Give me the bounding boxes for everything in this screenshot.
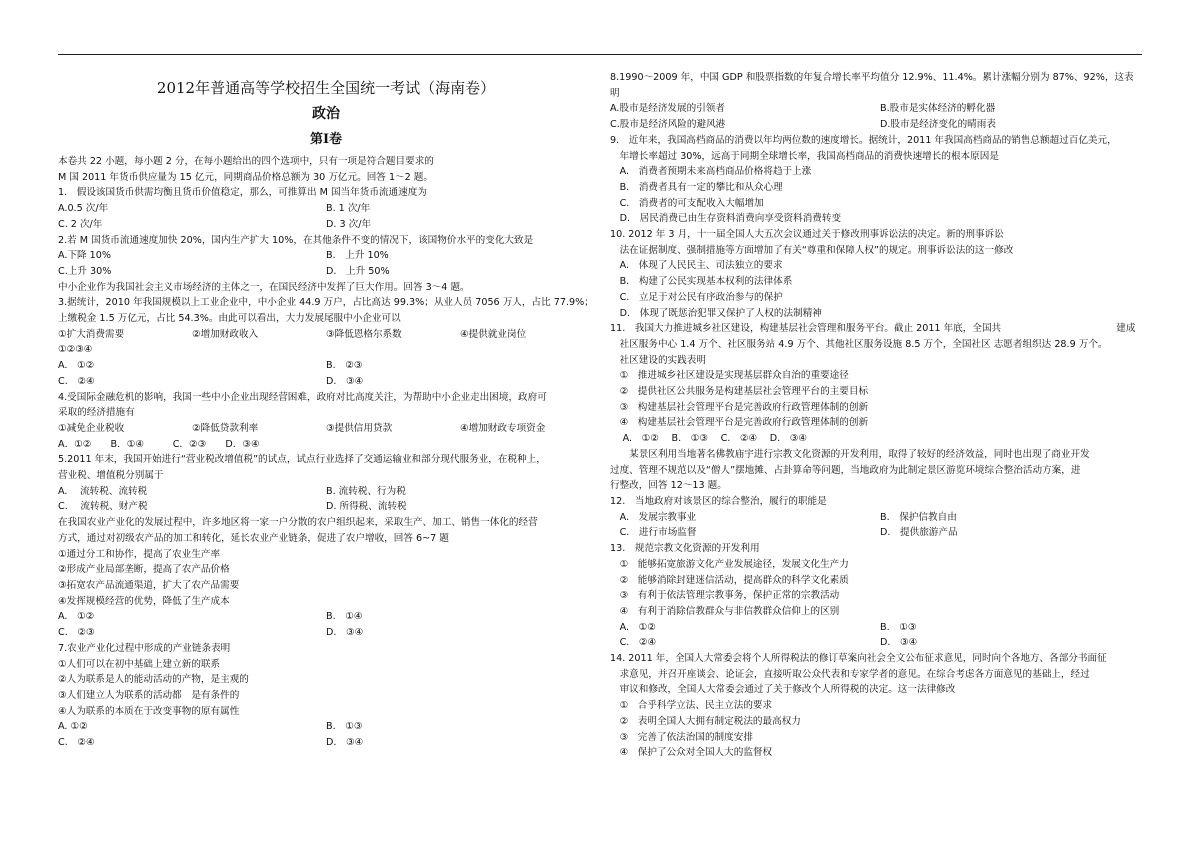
text-line: ④ 构建基层社会管理平台是完善政府行政管理体制的创新	[610, 417, 869, 429]
option-row	[610, 117, 1150, 133]
text-line: 社区服务中心 1.4 万个、社区服务站 4.9 万个、其他社区服务设施 8.5 万个，全国社区 志愿者组织达 28.9 万个。	[610, 338, 1108, 350]
option-text: D. 提供旅游产品	[880, 527, 958, 539]
exam-title: 2012年普通高等学校招生全国统一考试（海南卷）	[156, 79, 496, 97]
text-line: B. 构建了公民实现基本权利的法律体系	[610, 276, 793, 288]
text-line: 1. 假设该国货币供需均衡且货币价值稳定，那么，可推算出 M 国当年货币流通速度为	[58, 187, 427, 199]
option-row	[58, 625, 594, 641]
option-text: ④增加财政专项资金	[460, 422, 546, 434]
text-line: 社区建设的实践表明	[610, 354, 706, 366]
option-text: B.股市是实体经济的孵化器	[880, 103, 996, 115]
text-line: 本卷共 22 小题，每小题 2 分，在每小题给出的四个选项中，只有一项是符合题目要求的	[58, 156, 434, 167]
text-line: ③人们建立人为联系的活动都 是有条件的	[58, 689, 240, 701]
right-column	[610, 70, 1150, 761]
option-row	[610, 525, 1150, 541]
option-text: C.上升 30%	[58, 265, 112, 277]
option-row	[58, 264, 594, 280]
text-line: 年增长率超过 30%，远高于同期全球增长率，我国高档商品的消费快速增长的根本原因是	[610, 150, 999, 162]
text-line: ②人为联系是人的能动活动的产物，是主观的	[58, 674, 249, 686]
text-line: ② 表明全国人大拥有制定税法的最高权力	[610, 715, 801, 727]
text-line: 2.若 M 国货币流通速度加快 20%，国内生产扩大 10%，在其他条件不变的情况下，该国物价水平的变化大致是	[58, 234, 534, 246]
option-row	[58, 735, 594, 751]
option-text: C. ②④	[58, 737, 95, 749]
option-text: D. 3 次/年	[326, 218, 372, 230]
option-row	[58, 327, 594, 343]
option-row	[58, 609, 594, 625]
option-row	[58, 421, 594, 437]
text-line: ④发挥规模经营的优势，降低了生产成本	[58, 595, 230, 607]
option-row	[58, 217, 594, 233]
option-text: A.股市是经济发展的引领者	[610, 103, 725, 115]
option-text: A.下降 10%	[58, 250, 112, 262]
option-text: C. 流转税、财产税	[58, 501, 148, 513]
option-text: A. ①②	[58, 721, 88, 733]
text-line: ①②③④	[58, 344, 93, 356]
text-line: ④ 保护了公众对全国人大的监督权	[610, 747, 773, 759]
text-line: ③ 完善了依法治国的制度安排	[610, 731, 753, 743]
text-line: 14. 2011 年，全国人大常委会将个人所得税法的修订草案向社会全文公布征求意见，同时向个各地方、各部分书面征	[610, 653, 1107, 665]
text-line: ①通过分工和协作，提高了农业生产率	[58, 548, 221, 560]
option-text: C. 进行市场监督	[610, 527, 697, 539]
text-line: 7.农业产业化过程中形成的产业链条表明	[58, 642, 231, 654]
text-line: 8.1990～2009 年，中国 GDP 和股票指数的年复合增长率平均值分 12.9%、11.4%。累计涨幅分别为 87%、92%，这表	[610, 72, 1134, 83]
text-line: ①人们可以在初中基础上建立新的联系	[58, 658, 221, 670]
option-text: C. ②④	[58, 375, 95, 387]
text-line: M 国 2011 年货币供应量为 15 亿元，同期商品价格总额为 30 万亿元。回答 1～2 题。	[58, 171, 433, 183]
text-line: ③拓宽农产品流通渠道，扩大了农产品需要	[58, 579, 240, 591]
option-text: ①减免企业税收	[58, 422, 125, 434]
text-line: C. 立足于对公民有序政治参与的保护	[610, 291, 783, 303]
option-row	[58, 201, 594, 217]
text-line: ③ 有利于依法管理宗教事务，保护正常的宗教活动	[610, 590, 840, 602]
left-question-list	[58, 154, 594, 751]
text-line: 在我国农业产业化的发展过程中，许多地区将一家一户分散的农户组织起来，采取生产、加工、销售一体化的经营	[58, 517, 538, 529]
option-text: B. 流转税、行为税	[326, 485, 406, 497]
option-text: D. ③④	[326, 375, 364, 387]
part-title: 第Ⅰ卷	[309, 132, 343, 147]
option-text: B. 保护信教自由	[880, 511, 957, 523]
text-line: 10. 2012 年 3 月，十一届全国人大五次会议通过关于修改刑事诉讼法的决定。新的刑事诉讼	[610, 229, 1004, 241]
text-line: ②形成产业局部垄断，提高了农产品价格	[58, 564, 230, 576]
option-row	[610, 620, 1150, 636]
option-text: D. 所得税、流转税	[326, 501, 407, 513]
text-line: 求意见，并召开座谈会、论证会，直接听取公众代表和专家学者的意见。在综合考虑各方面意见的基础上，经过	[610, 668, 1090, 680]
option-row	[610, 101, 1150, 117]
option-row	[610, 510, 1150, 526]
option-text: D. ③④	[880, 637, 918, 649]
text-line: 法在证据制度、强制措施等方面增加了有关“尊重和保障人权”的规定。刑事诉讼法的这一修改	[610, 244, 1014, 256]
option-text: D. ③④	[326, 627, 364, 639]
option-text: C. ②④	[610, 637, 657, 649]
text-line: B. 消费者具有一定的攀比和从众心理	[610, 181, 783, 193]
text-line: A. ①② B. ①③ C. ②④ D. ③④	[610, 433, 808, 445]
left-column	[58, 70, 594, 751]
option-row	[58, 719, 594, 735]
option-text: A. ①②	[610, 621, 656, 633]
subject-title: 政治	[312, 106, 340, 122]
option-text: A. ①②	[58, 360, 95, 372]
option-text: C. ②③	[58, 627, 95, 639]
option-text: C.股市是经济风险的避风港	[610, 119, 726, 131]
text-line: A．①② B．①④ C．②③ D．③④	[58, 438, 260, 450]
text-line: ② 提供社区公共服务是构建基层社会管理平台的主要目标	[610, 386, 869, 398]
text-line: 11. 我国大力推进城乡社区建设，构建基层社会管理和服务平台。截止 2011 年底，全国共 建成	[610, 323, 1136, 335]
option-text: B. ①③	[880, 621, 917, 633]
text-line: 9. 近年来，我国高档商品的消费以年均两位数的速度增长。据统计，2011 年我国高档商品的销售总额超过百亿美元，	[610, 134, 1117, 146]
option-text: ②降低贷款利率	[192, 422, 259, 434]
option-text: A.0.5 次/年	[58, 203, 109, 215]
text-line: ① 推进城乡社区建设是实现基层群众自治的重要途径	[610, 370, 849, 382]
option-text: B. ①④	[326, 611, 363, 623]
text-line: ④ 有利于消除信教群众与非信教群众信仰上的区别	[610, 605, 840, 617]
option-row	[58, 248, 594, 264]
option-text: B. 1 次/年	[326, 203, 371, 215]
option-text: C. 2 次/年	[58, 218, 103, 230]
text-line: 营业税、增值税分别属于	[58, 470, 164, 482]
text-line: 过度、管理不规范以及“僧人”摆地摊、占卦算命等问题，当地政府为此制定景区游览环境综合整治活动方案，进	[610, 464, 1081, 476]
text-line: 中小企业作为我国社会主义市场经济的主体之一，在国民经济中发挥了巨大作用。回答 3～4 题。	[58, 281, 470, 293]
text-line: D. 居民消费已由生存资料消费向享受资料消费转变	[610, 213, 842, 225]
text-line: ① 能够拓宽旅游文化产业发展途径，发展文化生产力	[610, 558, 849, 570]
text-line: A. 体现了人民民主、司法独立的要求	[610, 260, 783, 272]
option-text: D. 上升 50%	[326, 265, 390, 277]
text-line: 明	[610, 87, 620, 99]
option-text: ③降低恩格尔系数	[326, 328, 402, 340]
option-row	[610, 635, 1150, 651]
header-rule	[58, 54, 1142, 55]
option-text: ①扩大消费需要	[58, 328, 125, 340]
option-text: A. ①②	[58, 611, 95, 623]
text-line: C. 消费者的可支配收入大幅增加	[610, 197, 764, 209]
text-line: 上缴税金 1.5 万亿元，占比 54.3%。由此可以看出，大力发展尾服中小企业可以	[58, 313, 401, 325]
option-text: D. ③④	[326, 737, 364, 749]
text-line: 行整改，回答 12～13 题。	[610, 480, 727, 492]
option-row	[58, 499, 594, 515]
option-row	[58, 358, 594, 374]
text-line: A. 消费者预期未来高档商品价格将趋于上涨	[610, 166, 812, 178]
text-line: ① 合乎科学立法、民主立法的要求	[610, 700, 773, 712]
text-line: 5.2011 年末，我国开始进行“营业税改增值税”的试点，试点行业选择了交通运输业和部分现代服务业，在税种上，	[58, 454, 546, 466]
text-line: ② 能够消除封建迷信活动，提高群众的科学文化素质	[610, 574, 849, 586]
text-line: 13. 规范宗教文化资源的开发利用	[610, 543, 760, 555]
option-text: B. ②③	[326, 360, 363, 372]
text-line: 3.据统计，2010 年我国规模以上工业企业中，中小企业 44.9 万户，占比高达 99.3%；从业人员 7056 万人，占比 77.9%；	[58, 297, 594, 309]
text-line: 12. 当地政府对该景区的综合整治，履行的职能是	[610, 495, 827, 507]
option-text: B. 上升 10%	[326, 250, 389, 262]
option-text: B. ①③	[326, 721, 363, 733]
text-line: ④人为联系的本质在于改变事物的原有属性	[58, 705, 240, 717]
text-line: 4.受国际金融危机的影响，我国一些中小企业出现经营困难，政府对比高度关注，为帮助中小企业走出困境，政府可	[58, 391, 547, 403]
text-line: D. 体现了既惩治犯罪又保护了人权的法制精神	[610, 307, 822, 319]
option-text: A. 发展宗教事业	[610, 511, 697, 523]
option-text: ③提供信用贷款	[326, 422, 393, 434]
option-row	[58, 484, 594, 500]
text-line: 方式，通过对初级农产品的加工和转化，延长农业产业链条，促进了农户增收，回答 6~7 题	[58, 532, 449, 544]
option-text: A. 流转税、流转税	[58, 485, 148, 497]
right-question-list	[610, 70, 1150, 761]
text-line: 某景区利用当地著名佛教庙宇进行宗教文化资源的开发利用，取得了较好的经济效益，同时也出现了商业开发	[610, 448, 1090, 460]
option-text: ②增加财政收入	[192, 328, 259, 340]
option-text: ④提供就业岗位	[460, 328, 527, 340]
text-line: 采取的经济措施有	[58, 407, 135, 419]
option-row	[58, 374, 594, 390]
text-line: 审议和修改，全国人大常委会通过了关于修改个人所得税的决定。这一法律修改	[610, 684, 956, 696]
option-text: D.股市是经济变化的晴雨表	[880, 119, 996, 131]
text-line: ③ 构建基层社会管理平台是完善政府行政管理体制的创新	[610, 401, 869, 413]
